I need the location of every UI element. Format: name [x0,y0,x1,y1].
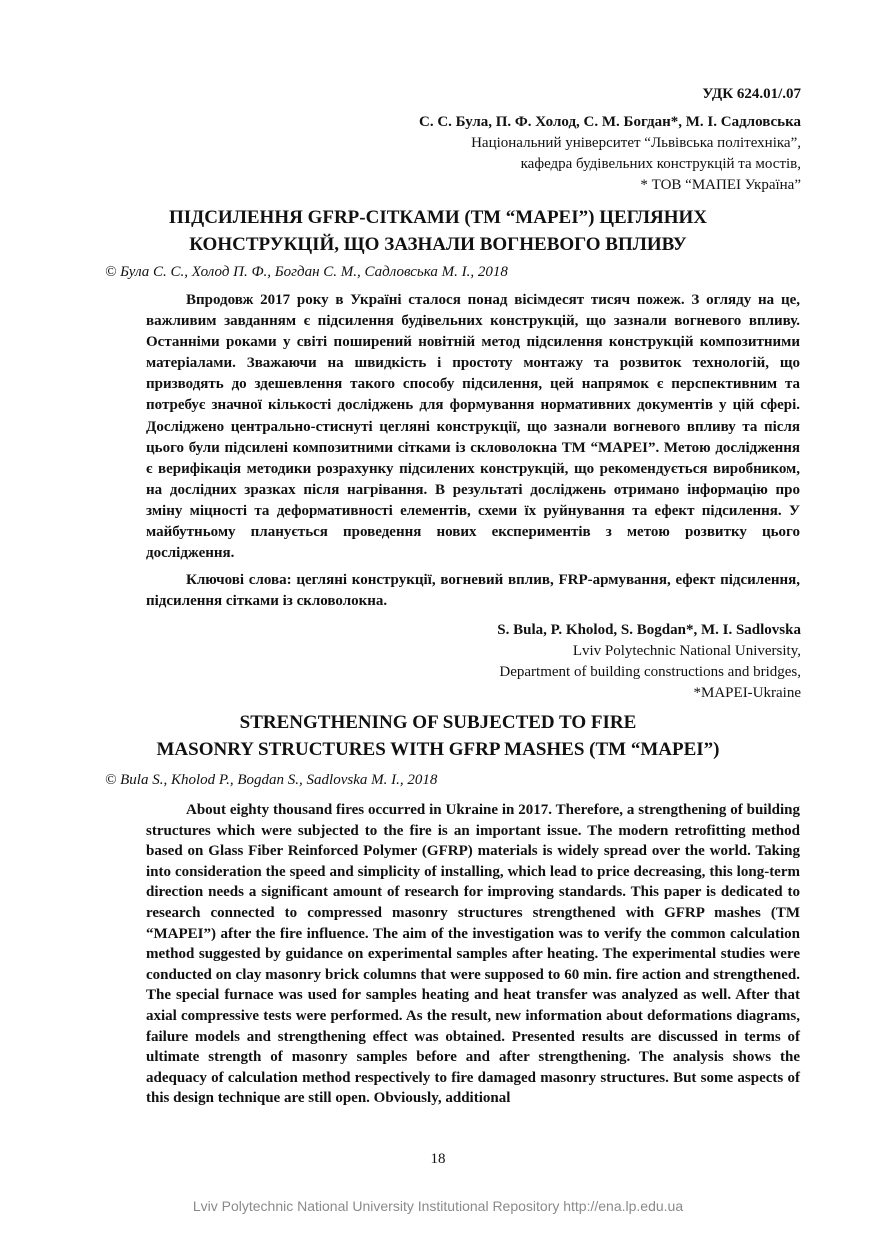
keywords-ua-text: Ключові слова: цегляні конструкції, вогневий вплив, FRP-армування, ефект підсилення, підсилення сітками із скловолокна. [146,572,800,609]
repository-footer: Lviv Polytechnic National University Institutional Repository http://ena.lp.edu.ua [192,1198,684,1214]
title-en-line-1: STRENGTHENING OF SUBJECTED TO FIRE [239,712,637,733]
abstract-ua-text: Впродовж 2017 року в Україні сталося понад вісімдесят тисяч пожеж. З огляду на це, важливим завданням є підсилення будівельних конструкцій, що зазнали вогневого впливу. Останніми роками у світі поширений новітній метод підсилення конструкцій композитними матеріалами. Зважаючи на швидкість і простоту монтажу та розвиток технологій, що призводять до здешевлення такого способу підсилення, цей напрямок є перспективним та потребує значної кількості досліджень для формування нормативних документів у цій сфері. Досліджено центрально-стиснуті цегляні конструкції, що зазнали вогневого впливу та після цього були підсилені композитними сітками із скловолокна ТМ “МАРЕІ”. Метою дослідження є верифікація методики розрахунку підсилених конструкцій, що рекомендується виробником, на дослідних зразках після нагрівання. В результаті досліджень отримано інформацію про зміну міцності та деформативності елементів, схеми їх руйнування та ефект підсилення. У майбутньому планується проведення нових експериментів з метою розвитку цього дослідження. [146,292,800,562]
title-ua [100,204,776,258]
affiliation-en-3: *MAPEI-Ukraine [693,685,801,701]
title-ua-line-1: ПІДСИЛЕННЯ GFRP-СІТКАМИ (ТМ “МАРЕІ”) ЦЕГЛЯНИХ [168,207,708,228]
authors-block-en [497,620,801,704]
title-en [100,709,776,763]
affiliation-en-1: Lviv Polytechnic National University, [572,643,801,659]
authors-block-ua [419,112,801,196]
authors-ua: С. С. Була, П. Ф. Холод, С. М. Богдан*, М. І. Садловська [419,114,801,130]
authors-en: S. Bula, P. Kholod, S. Bogdan*, M. I. Sadlovska [497,622,801,638]
affiliation-ua-2: кафедра будівельних конструкцій та мостів, [520,156,801,172]
keywords-ua [146,570,800,612]
affiliation-en-2: Department of building constructions and bridges, [499,664,801,680]
title-en-line-2: MASONRY STRUCTURES WITH GFRP MASHES (TM “MAPEI”) [156,739,720,760]
abstract-en-text: About eighty thousand fires occurred in Ukraine in 2017. Therefore, a strengthening of building structures which were subjected to the fire is an important issue. The modern retrofitting method based on Glass Fiber Reinforced Polymer (GFRP) materials is widely spread over the world. Taking into consideration the speed and simplicity of installing, which lead to price decreasing, this long-term direction needs a significant amount of research for improving standards. This paper is dedicated to research connected to compressed masonry structures strengthened with GFRP mashes (TM “MAPEI”) after the fire influence. The aim of the investigation was to verify the common calculation method suggested by guidance on experimental samples after heating. The experimental studies were conducted on clay masonry brick columns that were supposed to 60 min. fire action and strengthened. The special furnace was used for samples heating and heat transfer was analyzed as well. After that axial compressive tests were performed. As the result, new information about deformations diagrams, failure models and strengthening effect was obtained. Presented results are discussed in terms of ultimate strength of masonry samples before and after strengthening. The analysis shows the adequacy of calculation method respectively to fire damaged masonry structures. But some aspects of this design technique are still open. Obviously, additional [146,802,800,1107]
page-number: 18 [430,1151,446,1167]
affiliation-ua-3: * ТОВ “МАПЕІ Україна” [640,177,801,193]
copyright-en: © Bula S., Kholod P., Bogdan S., Sadlovska M. I., 2018 [105,772,438,788]
udk-code: УДК 624.01/.07 [702,86,801,102]
title-ua-line-2: КОНСТРУКЦІЙ, ЩО ЗАЗНАЛИ ВОГНЕВОГО ВПЛИВУ [189,234,687,255]
affiliation-ua-1: Національний університет “Львівська політехніка”, [471,135,801,151]
copyright-ua: © Була С. С., Холод П. Ф., Богдан С. М., Садловська М. І., 2018 [105,264,508,280]
abstract-ua [146,290,800,564]
abstract-en [146,800,800,1109]
